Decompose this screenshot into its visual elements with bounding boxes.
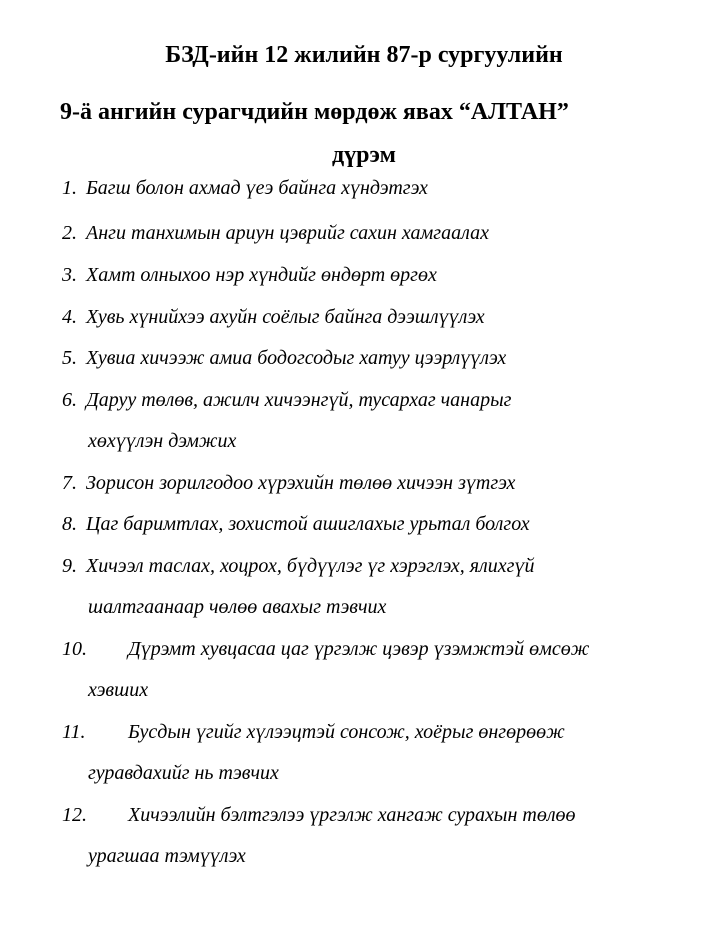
rule-text: Зорисон зорилгодоо хүрэхийн төлөө хичээн зүтгэх xyxy=(86,472,516,494)
document-title-line-2: 9-ä ангийн сурагчдийн мөрдөж явах “АЛТАН” xyxy=(60,99,569,125)
rule-number: 12. xyxy=(62,804,87,826)
rule-continuation: гуравдахийг нь тэвчих xyxy=(88,762,279,784)
rule-text: Багш болон ахмад үеэ байнга хүндэтгэх xyxy=(86,177,428,199)
rule-text: Анги танхимын ариун цэврийг сахин хамгаалах xyxy=(86,222,489,244)
rule-text: Цаг баримтлах, зохистой ашиглахыг урьтал болгох xyxy=(86,513,530,535)
rule-continuation: шалтгаанаар чөлөө авахыг тэвчих xyxy=(88,596,387,618)
rule-number: 1. xyxy=(62,177,77,199)
rule-line xyxy=(62,511,530,537)
rule-number: 2. xyxy=(62,222,77,244)
rule-continuation: урагшаа тэмүүлэх xyxy=(88,845,246,867)
rule-number: 4. xyxy=(62,306,77,328)
rule-number: 9. xyxy=(62,555,77,577)
document-title-line-3: дүрэм xyxy=(332,142,396,168)
rule-line xyxy=(62,175,428,201)
rule-number: 5. xyxy=(62,347,77,369)
document-title-line-1: БЗД-ийн 12 жилийн 87-р сургуулийн xyxy=(165,42,563,68)
rule-text: Бусдын үгийг хүлээцтэй сонсож, хоёрыг өнгөрөөж xyxy=(128,721,565,743)
rule-text: Хувиа хичээж амиа бодогсодыг хатуу цээрлүүлэх xyxy=(86,347,507,369)
rule-text: Хувь хүнийхээ ахуйн соёлыг байнга дээшлүүлэх xyxy=(86,306,485,328)
rule-number: 3. xyxy=(62,264,77,286)
rule-line xyxy=(62,719,565,745)
rule-line xyxy=(62,345,506,371)
rule-line xyxy=(62,220,489,246)
rule-number: 10. xyxy=(62,638,87,660)
rule-text: Хичээл таслах, хоцрох, бүдүүлэг үг хэрэглэх, ялихгүй xyxy=(86,555,535,577)
rule-continuation: хэвших xyxy=(88,679,149,701)
rule-continuation: хөхүүлэн дэмжих xyxy=(88,430,237,452)
rule-number: 11. xyxy=(62,721,86,743)
rule-number: 8. xyxy=(62,513,77,535)
rule-line xyxy=(62,802,576,828)
rule-line xyxy=(62,470,515,496)
rule-text: Дүрэмт хувцасаа цаг үргэлж цэвэр үзэмжтэй өмсөж xyxy=(128,638,590,660)
rule-text: Хичээлийн бэлтгэлээ үргэлж хангаж сурахын төлөө xyxy=(128,804,576,826)
rule-text: Хамт олныхоо нэр хүндийг өндөрт өргөх xyxy=(86,264,437,286)
rule-line xyxy=(62,387,511,413)
rule-number: 6. xyxy=(62,389,77,411)
rule-line xyxy=(62,636,589,662)
rule-line xyxy=(62,304,485,330)
rule-line xyxy=(62,262,437,288)
rule-text: Даруу төлөв, ажилч хичээнгүй, тусархаг чанарыг xyxy=(86,389,512,411)
rule-line xyxy=(62,553,534,579)
rule-number: 7. xyxy=(62,472,77,494)
